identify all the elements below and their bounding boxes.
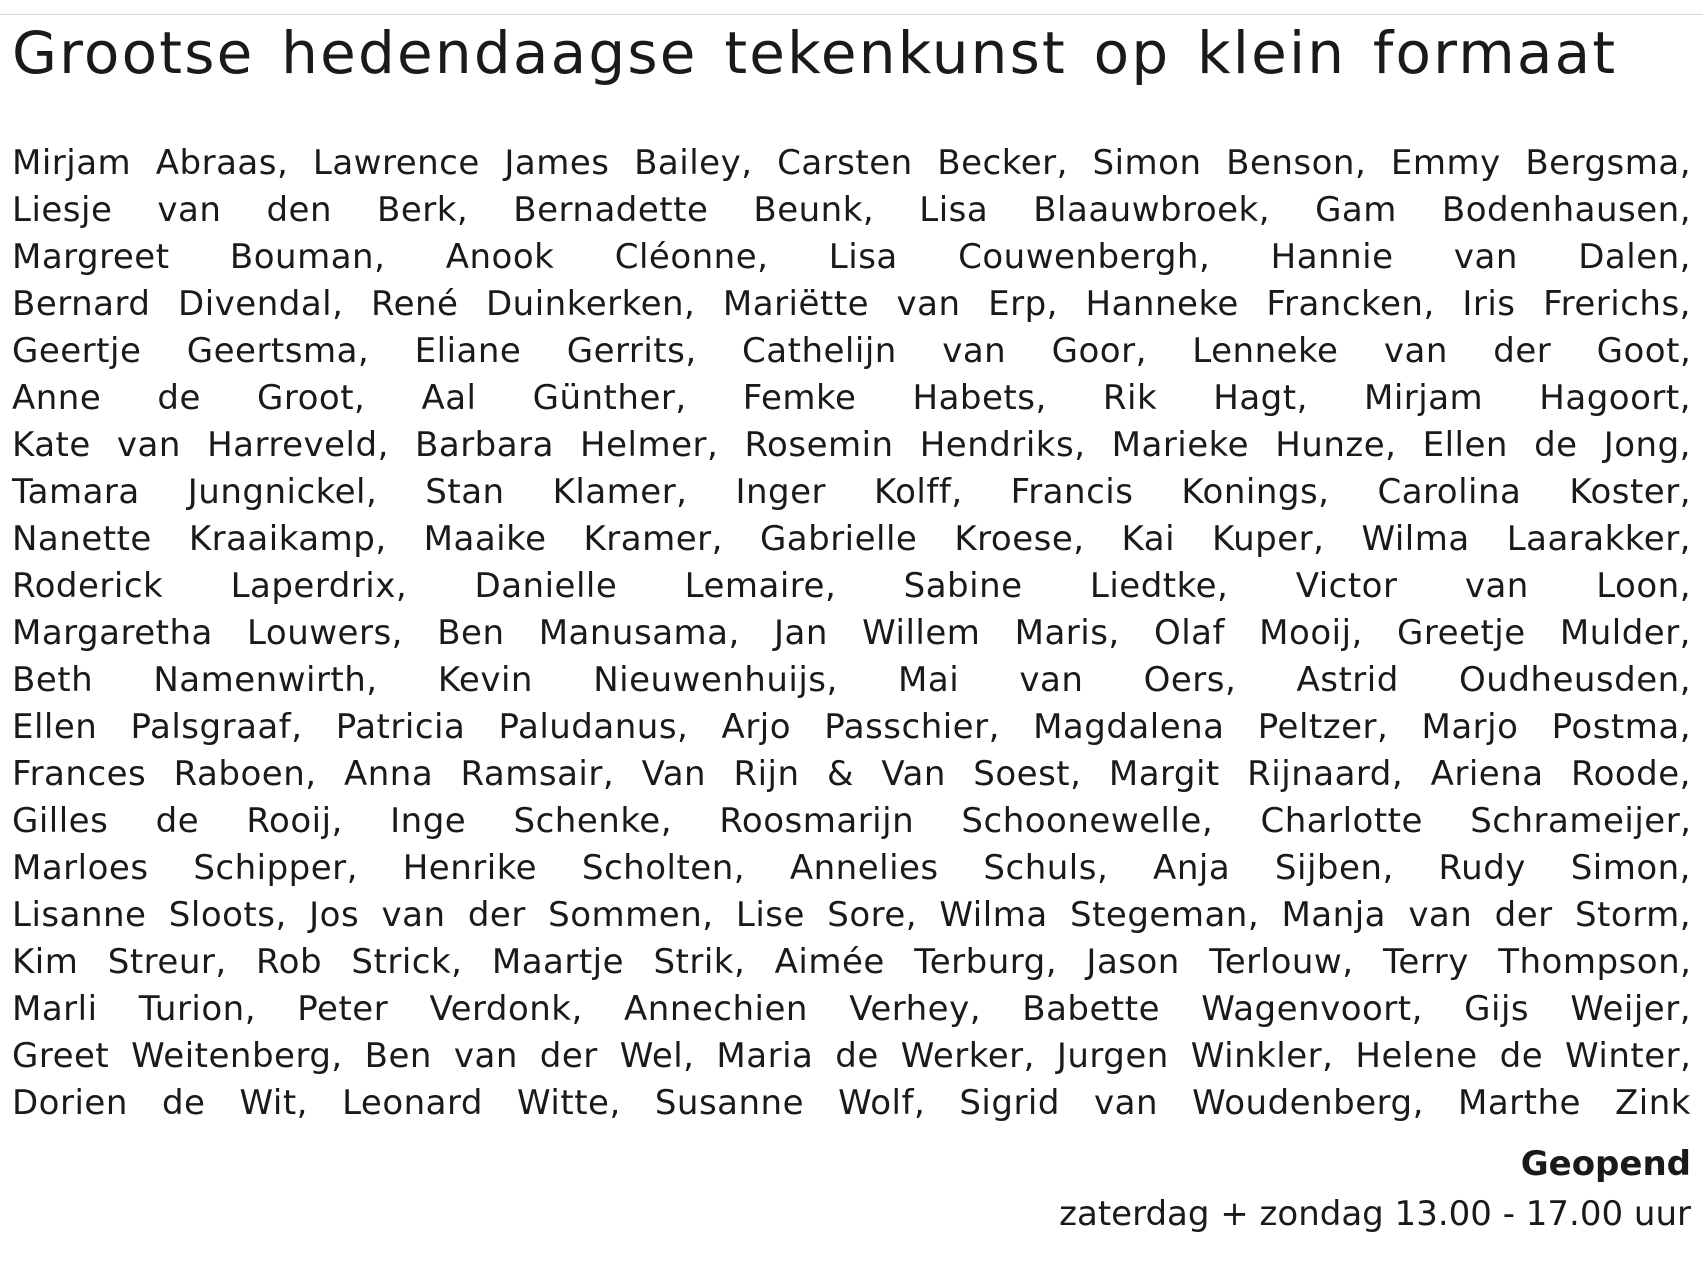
artist-line: Beth Namenwirth, Kevin Nieuwenhuijs, Mai van Oers, Astrid Oudheusden, [12, 660, 1691, 700]
artist-line: Kate van Harreveld, Barbara Helmer, Rosemin Hendriks, Marieke Hunze, Ellen de Jong, [12, 425, 1691, 465]
artist-line: Kim Streur, Rob Strick, Maartje Strik, Aimée Terburg, Jason Terlouw, Terry Thompson, [12, 942, 1692, 982]
artist-line: Gilles de Rooij, Inge Schenke, Roosmarijn Schoonewelle, Charlotte Schrameijer, [12, 801, 1692, 841]
opening-heading: Geopend [1520, 1144, 1691, 1184]
page-title: Grootse hedendaagse tekenkunst op klein formaat [12, 19, 1618, 87]
page-content [12, 16, 1691, 1127]
artist-list [12, 140, 1691, 1127]
artist-line: Frances Raboen, Anna Ramsair, Van Rijn & Van Soest, Margit Rijnaard, Ariena Roode, [12, 754, 1691, 794]
artist-line: Marli Turion, Peter Verdonk, Annechien Verhey, Babette Wagenvoort, Gijs Weijer, [12, 989, 1691, 1029]
artist-line: Margreet Bouman, Anook Cléonne, Lisa Couwenbergh, Hannie van Dalen, [12, 237, 1691, 277]
artist-line: Geertje Geertsma, Eliane Gerrits, Cathelijn van Goor, Lenneke van der Goot, [12, 331, 1692, 371]
artist-line: Nanette Kraaikamp, Maaike Kramer, Gabrielle Kroese, Kai Kuper, Wilma Laarakker, [12, 519, 1691, 559]
artist-line: Bernard Divendal, René Duinkerken, Mariëtte van Erp, Hanneke Francken, Iris Frerichs, [12, 284, 1691, 324]
artist-line: Liesje van den Berk, Bernadette Beunk, Lisa Blaauwbroek, Gam Bodenhausen, [12, 190, 1691, 230]
artist-line: Tamara Jungnickel, Stan Klamer, Inger Kolff, Francis Konings, Carolina Koster, [12, 472, 1691, 512]
artist-line: Anne de Groot, Aal Günther, Femke Habets, Rik Hagt, Mirjam Hagoort, [12, 378, 1691, 418]
opening-hours [1059, 1139, 1691, 1239]
artist-line: Roderick Laperdrix, Danielle Lemaire, Sabine Liedtke, Victor van Loon, [12, 566, 1691, 606]
artist-line: Dorien de Wit, Leonard Witte, Susanne Wolf, Sigrid van Woudenberg, Marthe Zink [12, 1083, 1691, 1123]
top-divider [0, 14, 1703, 15]
artist-line: Mirjam Abraas, Lawrence James Bailey, Carsten Becker, Simon Benson, Emmy Bergsma, [12, 143, 1692, 183]
opening-times: zaterdag + zondag 13.00 - 17.00 uur [1059, 1194, 1691, 1234]
artist-line: Lisanne Sloots, Jos van der Sommen, Lise Sore, Wilma Stegeman, Manja van der Storm, [12, 895, 1691, 935]
artist-line: Margaretha Louwers, Ben Manusama, Jan Willem Maris, Olaf Mooij, Greetje Mulder, [12, 613, 1691, 653]
artist-line: Marloes Schipper, Henrike Scholten, Annelies Schuls, Anja Sijben, Rudy Simon, [12, 848, 1691, 888]
artist-line: Greet Weitenberg, Ben van der Wel, Maria de Werker, Jurgen Winkler, Helene de Winter, [12, 1036, 1692, 1076]
artist-line: Ellen Palsgraaf, Patricia Paludanus, Arjo Passchier, Magdalena Peltzer, Marjo Postma, [12, 707, 1691, 747]
